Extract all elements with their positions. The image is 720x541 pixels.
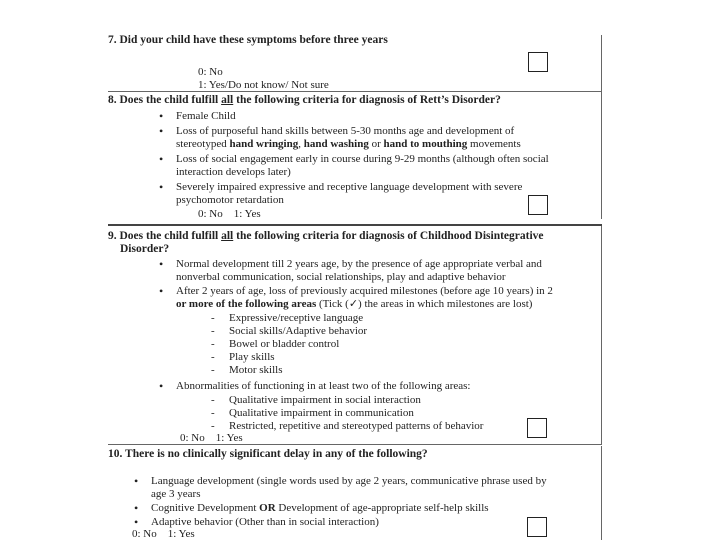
q8-criterion-social: • Loss of social engagement early in course during 9-29 months (although often social bbox=[176, 153, 549, 166]
q8-title: 8. Does the child fulfill all the following criteria for diagnosis of Rett’s Disorder? bbox=[108, 94, 501, 106]
table-border bbox=[601, 446, 602, 540]
q9-area-social-skills: - Social skills/Adaptive behavior bbox=[229, 325, 367, 338]
q10-answer-checkbox[interactable] bbox=[527, 517, 547, 537]
table-border bbox=[601, 35, 602, 219]
q9-criterion-abnormalities: • Abnormalities of functioning in at least two of the following areas: bbox=[176, 380, 471, 393]
q7-title: 7. Did your child have these symptoms before three years bbox=[108, 34, 388, 46]
q9-area-motor-skills: - Motor skills bbox=[229, 364, 282, 377]
q8-answer-options: 0: No 1: Yes bbox=[198, 208, 261, 220]
q8-answer-checkbox[interactable] bbox=[528, 195, 548, 215]
q9-area-play-skills: - Play skills bbox=[229, 351, 275, 364]
q10-answer-options: 0: No 1: Yes bbox=[132, 528, 195, 540]
table-border bbox=[601, 226, 602, 444]
q9-criterion-loss-milestones: • After 2 years of age, loss of previously acquired milestones (before age 10 years) in 2 bbox=[176, 285, 553, 298]
q9-title-cont: Disorder? bbox=[120, 243, 170, 255]
q10-criterion-cognitive: • Cognitive Development OR Development of age-appropriate self-help skills bbox=[151, 502, 489, 515]
q9-area-communication: - Qualitative impairment in communication bbox=[229, 407, 414, 420]
q7-option-yes: 1: Yes/Do not know/ Not sure bbox=[198, 79, 329, 91]
q7-option-no: 0: No bbox=[198, 66, 223, 78]
q9-criterion-normal-development: • Normal development till 2 years age, by the presence of age appropriate verbal and bbox=[176, 258, 542, 271]
q10-title: 10. There is no clinically significant delay in any of the following? bbox=[108, 448, 428, 460]
q9-area-language: - Expressive/receptive language bbox=[229, 312, 363, 325]
q9-area-bowel-bladder: - Bowel or bladder control bbox=[229, 338, 339, 351]
q9-criterion-loss-milestones-cont: or more of the following areas (Tick (✓) the areas in which milestones are lost) bbox=[176, 298, 533, 310]
q9-criterion-normal-development-cont: nonverbal communication, social relationships, play and adaptive behavior bbox=[176, 271, 506, 283]
q10-criterion-language-cont: age 3 years bbox=[151, 488, 201, 500]
q10-criterion-adaptive: • Adaptive behavior (Other than in social interaction) bbox=[151, 516, 379, 529]
q8-criterion-hand-skills: • Loss of purposeful hand skills between 5-30 months age and development of bbox=[176, 125, 514, 138]
divider bbox=[108, 224, 602, 226]
q8-criterion-social-cont: interaction develops later) bbox=[176, 166, 291, 178]
q10-criterion-language: • Language development (single words used by age 2 years, communicative phrase used by bbox=[151, 475, 547, 488]
q9-answer-checkbox[interactable] bbox=[527, 418, 547, 438]
q8-criterion-language-cont: psychomotor retardation bbox=[176, 194, 284, 206]
q8-criterion-hand-skills-cont: stereotyped hand wringing, hand washing or hand to mouthing movements bbox=[176, 138, 521, 150]
q9-title: 9. Does the child fulfill all the following criteria for diagnosis of Childhood Disintegrative bbox=[108, 230, 544, 242]
q8-criterion-female: • Female Child bbox=[176, 110, 236, 123]
q9-area-behavior: - Restricted, repetitive and stereotyped patterns of behavior bbox=[229, 420, 483, 433]
divider bbox=[108, 91, 602, 92]
q9-area-social-interaction: - Qualitative impairment in social interaction bbox=[229, 394, 421, 407]
divider bbox=[108, 444, 602, 445]
q7-answer-checkbox[interactable] bbox=[528, 52, 548, 72]
q8-criterion-language: • Severely impaired expressive and receptive language development with severe bbox=[176, 181, 522, 194]
q9-answer-options: 0: No 1: Yes bbox=[180, 432, 243, 444]
